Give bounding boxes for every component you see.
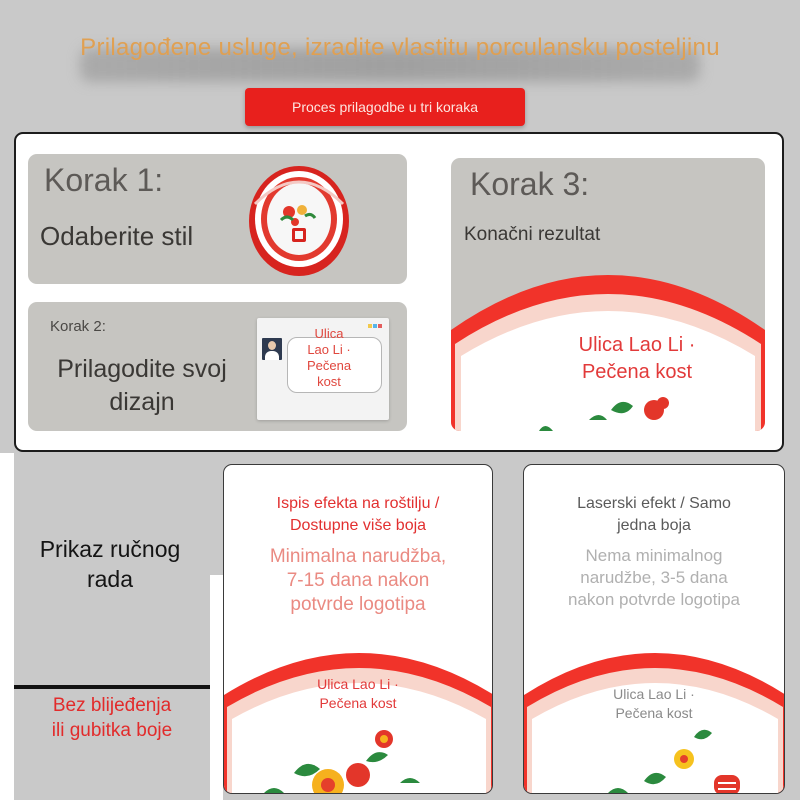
option-card-laser [523,464,785,794]
option1-info-line2: 7-15 dana nakon [286,570,430,591]
mockup-line2: Lao Li · [307,342,351,357]
option1-info-line1: Minimalna narudžba, [269,546,447,567]
step2-text-line2: dizajn [109,388,175,416]
designer-avatar [262,338,282,360]
no-fade-note [22,693,202,743]
no-fade-line2: ili gubitka boje [51,720,173,741]
step2-text-line1: Prilagodite svoj [57,355,227,383]
option1-plate-logo [224,675,492,713]
divider [14,685,210,689]
handmade-title-line2: rada [86,566,134,592]
option1-heading-line1: Ispis efekta na roštilju / [276,495,440,512]
option2-info-line1: Nema minimalnog [585,546,723,565]
option1-info [224,545,492,617]
option1-info-line3: potvrde logotipa [290,594,426,615]
color-dots [368,315,386,319]
step3-title: Korak 3: [470,166,590,202]
mockup-logo-text [293,326,365,390]
left-edge-strip [0,453,14,800]
step3-subtitle: Konačni rezultat [464,224,601,245]
bowl-image [247,164,351,278]
option2-heading-line2: jedna boja [617,517,691,534]
option1-plate-image [224,633,493,794]
page-headline: Prilagođene usluge, izradite vlastitu porculansku posteljinu [80,34,720,61]
mockup-line1: Ulica [314,326,344,341]
option2-plate-line1: Ulica Lao Li · [613,686,695,702]
step2-title: Korak 2: [50,318,106,335]
result-logo-text [547,332,727,386]
option2-plate-logo [524,685,784,723]
process-badge: Proces prilagodbe u tri koraka [245,88,525,126]
result-line2: Pečena kost [581,361,693,383]
option1-heading [224,493,492,537]
step1-text: Odaberite stil [40,221,194,251]
option2-info-line3: nakon potvrde logotipa [567,590,741,609]
mockup-line3: Pečena [306,358,352,373]
handmade-title-line1: Prikaz ručnog [39,536,181,562]
option2-plate-line2: Pečena kost [615,705,693,721]
option2-heading [524,493,784,537]
option1-plate-line1: Ulica Lao Li · [317,676,399,692]
option2-info [524,545,784,611]
step1-title: Korak 1: [44,162,164,198]
option2-info-line2: narudžbe, 3-5 dana [580,568,728,587]
no-fade-line1: Bez blijeđenja [52,695,172,716]
mockup-line4: kost [317,374,341,389]
left-gap-strip [210,575,223,800]
step2-text [34,353,250,419]
handmade-title [20,534,200,594]
option-card-grill-print [223,464,493,794]
option2-heading-line1: Laserski efekt / Samo [577,495,731,512]
option1-heading-line2: Dostupne više boja [289,517,427,534]
option1-plate-line2: Pečena kost [319,695,397,711]
result-line1: Ulica Lao Li · [578,334,696,356]
